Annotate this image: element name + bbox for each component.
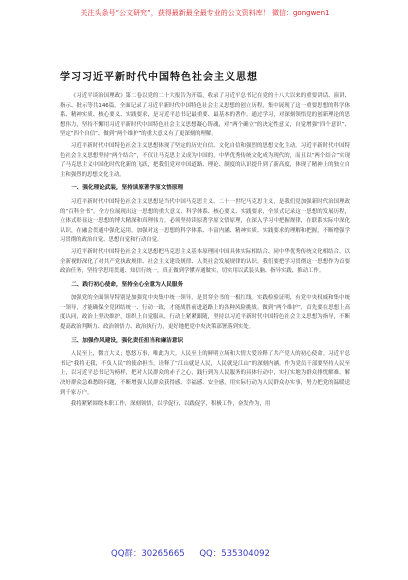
intro-paragraph: 《习近平谈治国理政》第二卷以党的二十大报告为开篇，收录了习近平总书记在党的十八大以来的重要讲话、演讲、指示、批示等共146篇。全面记录了习近平新时代中国特色社会主义思想的创立历程，集中展现了这一重要思想的科学体系、精神实质、核心要义、实践要求，是习近平总书记最重要、最基本的著作。通过学习，对深刻领悟党的创新理论的思想伟力，坚持不懈用习近平新时代中国特色社会主义思想凝心铸魂，对“两个确立”的决定性意义，自觉增强“四个意识”、坚定“四个自信”、做到“两个维护”的重大意义有了更深刻的理解。 [60, 93, 350, 138]
qq-group-text: QQ群：30265665 [111, 549, 185, 559]
section-heading: 二、践行初心使命，坚持全心全意为人民服务 [71, 281, 184, 288]
document-title: 学习习近平新时代中国特色社会主义思想 [60, 72, 258, 83]
section-paragraph: 加强党的全面领导特别是加强党中央集中统一领导，是贯穿全书的一根红线。实践检验证明，有党中央权威和集中统一领导，才能确保全党团结统一、行动一致，才能战胜前进道路上的各种风险挑战。做到“两个维护”，首先要在思想上高度认同，政治上坚决维护，组织上自觉服从，行动上紧紧跟随，坚持以习近平新时代中国特色社会主义思想为指导，不断提高政治判断力、政治领悟力、政治执行力，更好地把党中央决策部署落到实处。 [60, 295, 350, 331]
section-paragraph: 习近平新时代中国特色社会主义思想把马克思主义基本原理同中国具体实际相结合、同中华优秀传统文化相结合，以全新视野深化了对共产党执政规律、社会主义建设规律、人类社会发展规律的认识。我们要把学习贯彻这一思想作为首要政治任务，坚持学思用贯通、知信行统一，真正做到学懂弄通做实，切实用以武装头脑、指导实践、推动工作。 [60, 248, 350, 275]
section-paragraph: 习近平新时代中国特色社会主义思想是当代中国马克思主义、二十一世纪马克思主义，是我们党加强新时代治国理政的“百科全书”，全方位展现出这一思想的重大意义、科学体系、核心要义、实践要求，全景式记录这一思想的发展历程，立体式彰显这一思想的博大精深和真理伟力。必须坚持读原著学原文悟原理，在深入学习中把握规律，在联系实际中深化认识，在融会贯通中强化运用，加强对这一思想的科学体系、丰富内涵、精神实质、实践要求的理解和把握，不断增强学习贯彻的政治自觉、思想自觉和行动自觉。 [60, 198, 350, 244]
section-heading: 一、强化理论武装，坚持读原著学原文悟原理 [71, 185, 184, 192]
section-paragraph: 我将紧紧围绕本职工作，深刻领悟，以学促行，以践促学，积极工作，奋发作为，用 [70, 401, 271, 408]
promo-banner: 关注头条号“公文研究”，获得最新最全最专业的公文资料库！ 微信：gongwen1 [80, 9, 330, 17]
contact-footer [105, 548, 305, 560]
section-paragraph: 人民至上，微言大义；悠悠万事，唯此为大。人民至上的鲜明立场和大情大爱诠释了共产党人的初心使命。习近平总书记“我将无我，不负人民”的使命担当，诠释了“江山就是人民，人民就是江山”的深刻内涵。作为党员干部要坚持人民至上，以习近平总书记为榜样，把对人民群众的赤子之心，践行到为人民服务的具体行动中，实打实地为群众排忧解难，解决好群众急难愁盼问题，不断增强人民群众获得感、幸福感、安全感，用实际行动为人民群众办实事，努力把党的温暖送到千家万户。 [60, 351, 350, 396]
document-body [60, 92, 350, 412]
qq-text: QQ：535304092 [199, 549, 270, 559]
intro-paragraph: 习近平新时代中国特色社会主义思想体现了坚定的历史自信、文化自信和强烈的思想文化主动。习近平新时代中国特色社会主义思想坚持“两个结合”，不仅让马克思主义成为中国的，中华优秀传统文化成为现代的，而且以“两个结合”实现了马克思主义中国化时代化新的飞跃，把我们党对中国道路、理论、制度的认识提升到了新高度，体现了精神上的独立自主和强烈的思想文化主动。 [60, 142, 350, 178]
section-heading: 三、加强作风建设，强化责任担当和廉洁意识 [71, 337, 184, 344]
